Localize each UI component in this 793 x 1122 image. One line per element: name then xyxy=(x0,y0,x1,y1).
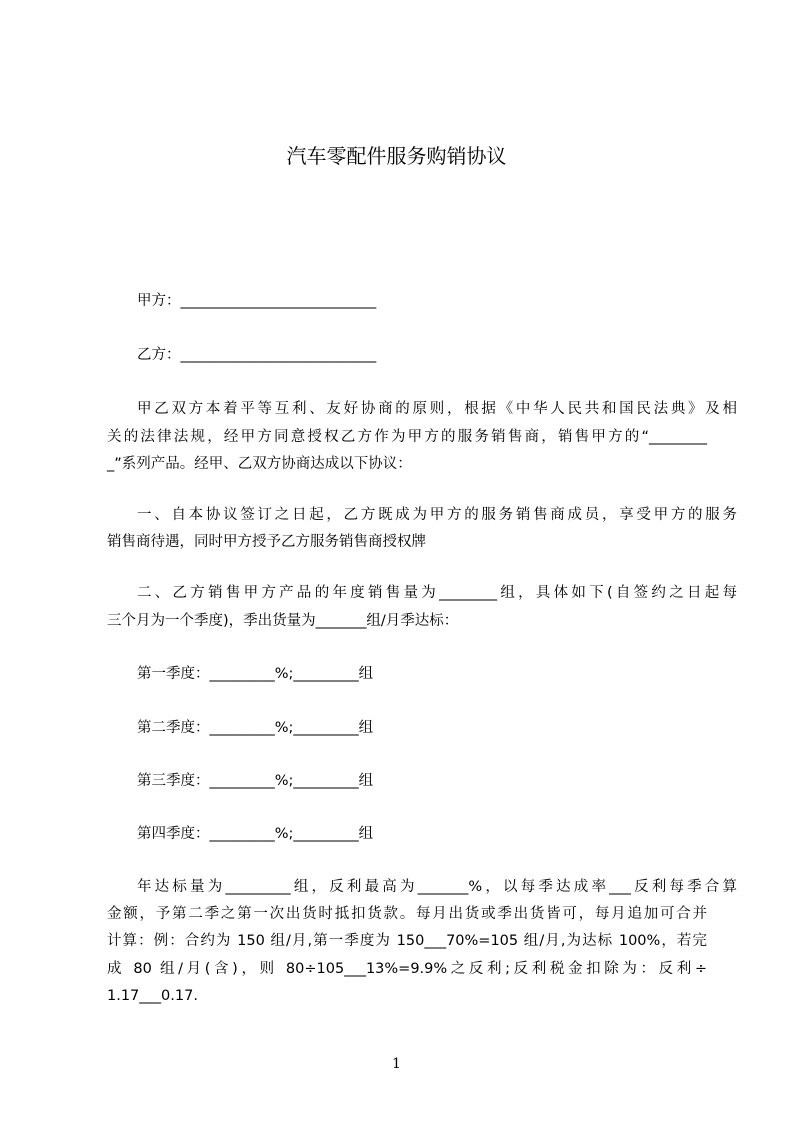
intro-line-3: _”系列产品。经甲、乙双方协商达成以下协议： xyxy=(107,456,412,472)
clause-2-line-2: 三个月为一个季度)，季出货量为_______组/月季达标： xyxy=(107,613,459,629)
intro-line-1: 甲乙双方本着平等互利、友好协商的原则，根据《中华人民共和国民法典》及相 xyxy=(137,401,737,417)
annual-line-2: 金额，予第二季之第一次出货时抵扣货款。每月出货或季出货皆可，每月追加可合并 xyxy=(107,906,707,922)
annual-line-5: 1.17___0.17. xyxy=(107,988,198,1004)
clause-1-line-1: 一、自本协议签订之日起，乙方既成为甲方的服务销售商成员，享受甲方的服务 xyxy=(137,507,737,523)
clause-1-line-2: 销售商待遇，同时甲方授予乙方服务销售商授权牌 xyxy=(107,534,426,550)
annual-line-1: 年达标量为_________组，反利最高为_______%，以每季达成率___反利每季合算 xyxy=(137,879,737,895)
quarter-3-line: 第三季度：_________%;_________组 xyxy=(137,773,374,789)
page-number: 1 xyxy=(392,1056,401,1072)
party-a-line: 甲方：___________________________ xyxy=(137,293,377,309)
annual-line-4: 成 80 组/月(含)，则 80÷105___13%=9.9%之反利;反利税金扣除为：反利÷ xyxy=(107,961,707,977)
annual-line-3: 计算：例：合约为 150 组/月,第一季度为 150___70%=105 组/月,为达标 100%，若完 xyxy=(107,933,707,949)
quarter-2-line: 第二季度：_________%;_________组 xyxy=(137,720,374,736)
quarter-4-line: 第四季度：_________%;_________组 xyxy=(137,826,374,842)
clause-2-line-1: 二、乙方销售甲方产品的年度销售量为________组，具体如下(自签约之日起每 xyxy=(137,585,737,601)
quarter-1-line: 第一季度：_________%;_________组 xyxy=(137,666,374,682)
intro-line-2: 关的法律法规，经甲方同意授权乙方作为甲方的服务销售商，销售甲方的“________ xyxy=(107,429,707,445)
party-b-line: 乙方：___________________________ xyxy=(137,347,377,363)
document-title: 汽车零配件服务购销协议 xyxy=(286,144,507,168)
